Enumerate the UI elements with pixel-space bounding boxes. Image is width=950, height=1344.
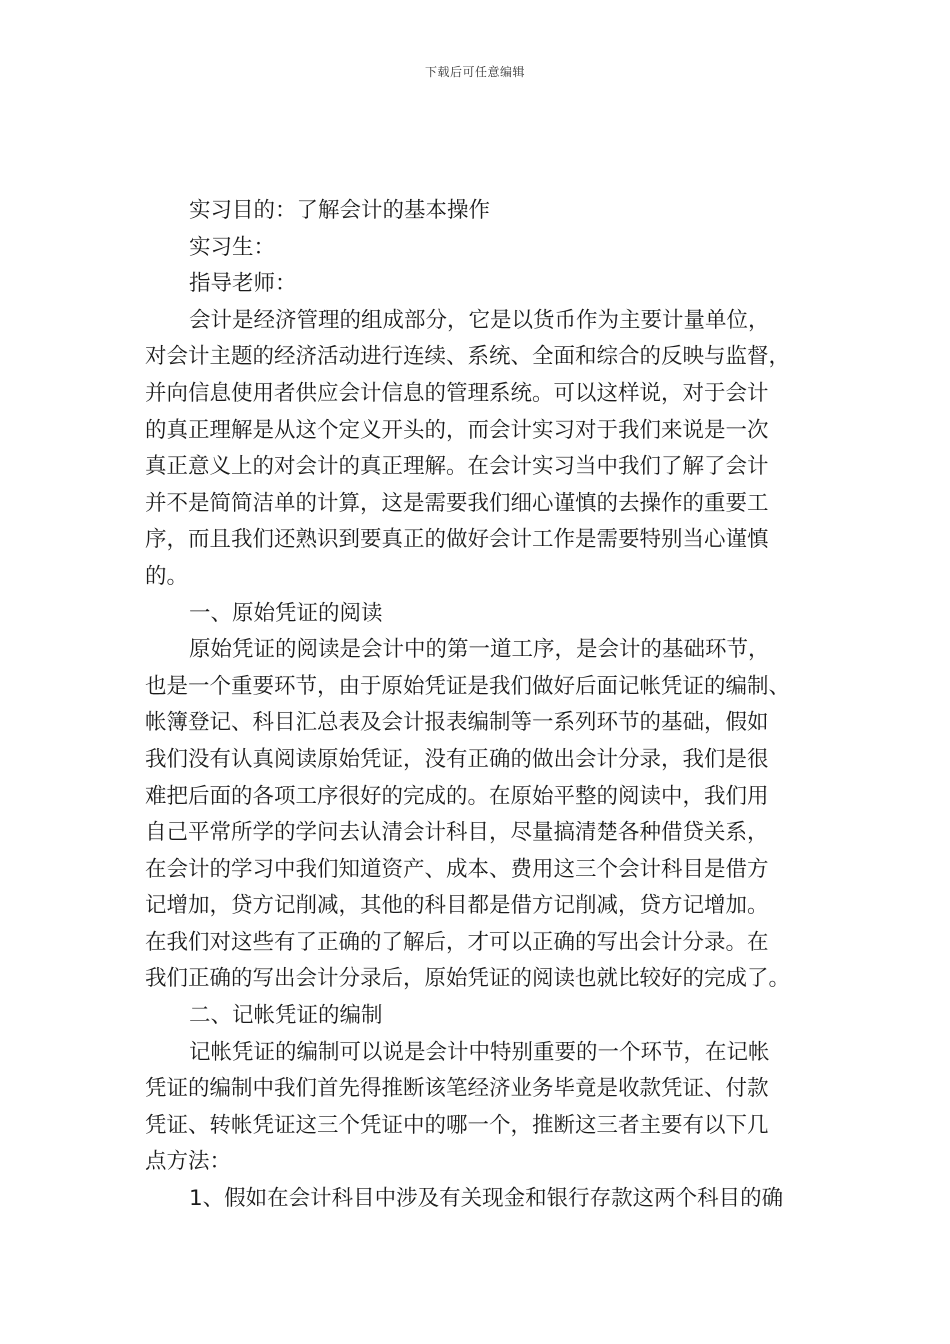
paragraph-line: 帐簿登记、科目汇总表及会计报表编制等一系列环节的基础，假如 xyxy=(145,710,769,736)
document-body xyxy=(145,193,813,1218)
paragraph-line: 并不是简简洁单的计算，这是需要我们细心谨慎的去操作的重要工 xyxy=(145,490,769,516)
paragraph-line: 序，而且我们还熟识到要真正的做好会计工作是需要特别当心谨慎 xyxy=(145,527,769,553)
paragraph-line: 自己平常所学的学问去认清会计科目，尽量搞清楚各种借贷关系， xyxy=(145,820,769,846)
info-instructor: 指导老师： xyxy=(189,271,297,297)
paragraph-line: 我们没有认真阅读原始凭证，没有正确的做出会计分录，我们是很 xyxy=(145,746,769,772)
section-heading: 二、记帐凭证的编制 xyxy=(189,1003,383,1029)
paragraph-line: 在我们对这些有了正确的了解后，才可以正确的写出会计分录。在 xyxy=(145,929,769,955)
paragraph-line: 的真正理解是从这个定义开头的，而会计实习对于我们来说是一次 xyxy=(145,417,769,443)
paragraph-line: 的。 xyxy=(145,563,189,589)
header-note: 下载后可任意编辑 xyxy=(424,65,525,79)
info-purpose: 实习目的：了解会计的基本操作 xyxy=(189,198,491,223)
section-heading: 一、原始凭证的阅读 xyxy=(189,600,383,626)
paragraph-line: 点方法： xyxy=(145,1149,232,1175)
paragraph-line: 记帐凭证的编制可以说是会计中特别重要的一个环节，在记帐 xyxy=(189,1039,770,1065)
paragraph-line: 凭证、转帐凭证这三个凭证中的哪一个，推断这三者主要有以下几 xyxy=(145,1112,769,1138)
info-intern: 实习生： xyxy=(189,234,276,260)
paragraph-line: 原始凭证的阅读是会计中的第一道工序，是会计的基础环节， xyxy=(189,637,770,663)
paragraph-line: 我们正确的写出会计分录后，原始凭证的阅读也就比较好的完成了。 xyxy=(145,966,791,992)
paragraph-line: 记增加，贷方记削减，其他的科目都是借方记削减，贷方记增加。 xyxy=(145,893,769,919)
paragraph-line: 难把后面的各项工序很好的完成的。在原始平整的阅读中，我们用 xyxy=(145,783,769,809)
paragraph-line: 并向信息使用者供应会计信息的管理系统。可以这样说，对于会计 xyxy=(145,380,769,406)
paragraph-line: 对会计主题的经济活动进行连续、系统、全面和综合的反映与监督， xyxy=(145,344,791,370)
paragraph-line: 真正意义上的对会计的真正理解。在会计实习当中我们了解了会计 xyxy=(145,454,769,480)
paragraph-line: 会计是经济管理的组成部分，它是以货币作为主要计量单位， xyxy=(189,307,770,333)
paragraph-line: 凭证的编制中我们首先得推断该笔经济业务毕竟是收款凭证、付款 xyxy=(145,1076,769,1102)
paragraph-line: 也是一个重要环节，由于原始凭证是我们做好后面记帐凭证的编制、 xyxy=(145,673,791,699)
list-item: 1、假如在会计科目中涉及有关现金和银行存款这两个科目的确 xyxy=(189,1186,784,1212)
paragraph-line: 在会计的学习中我们知道资产、成本、费用这三个会计科目是借方 xyxy=(145,856,769,882)
